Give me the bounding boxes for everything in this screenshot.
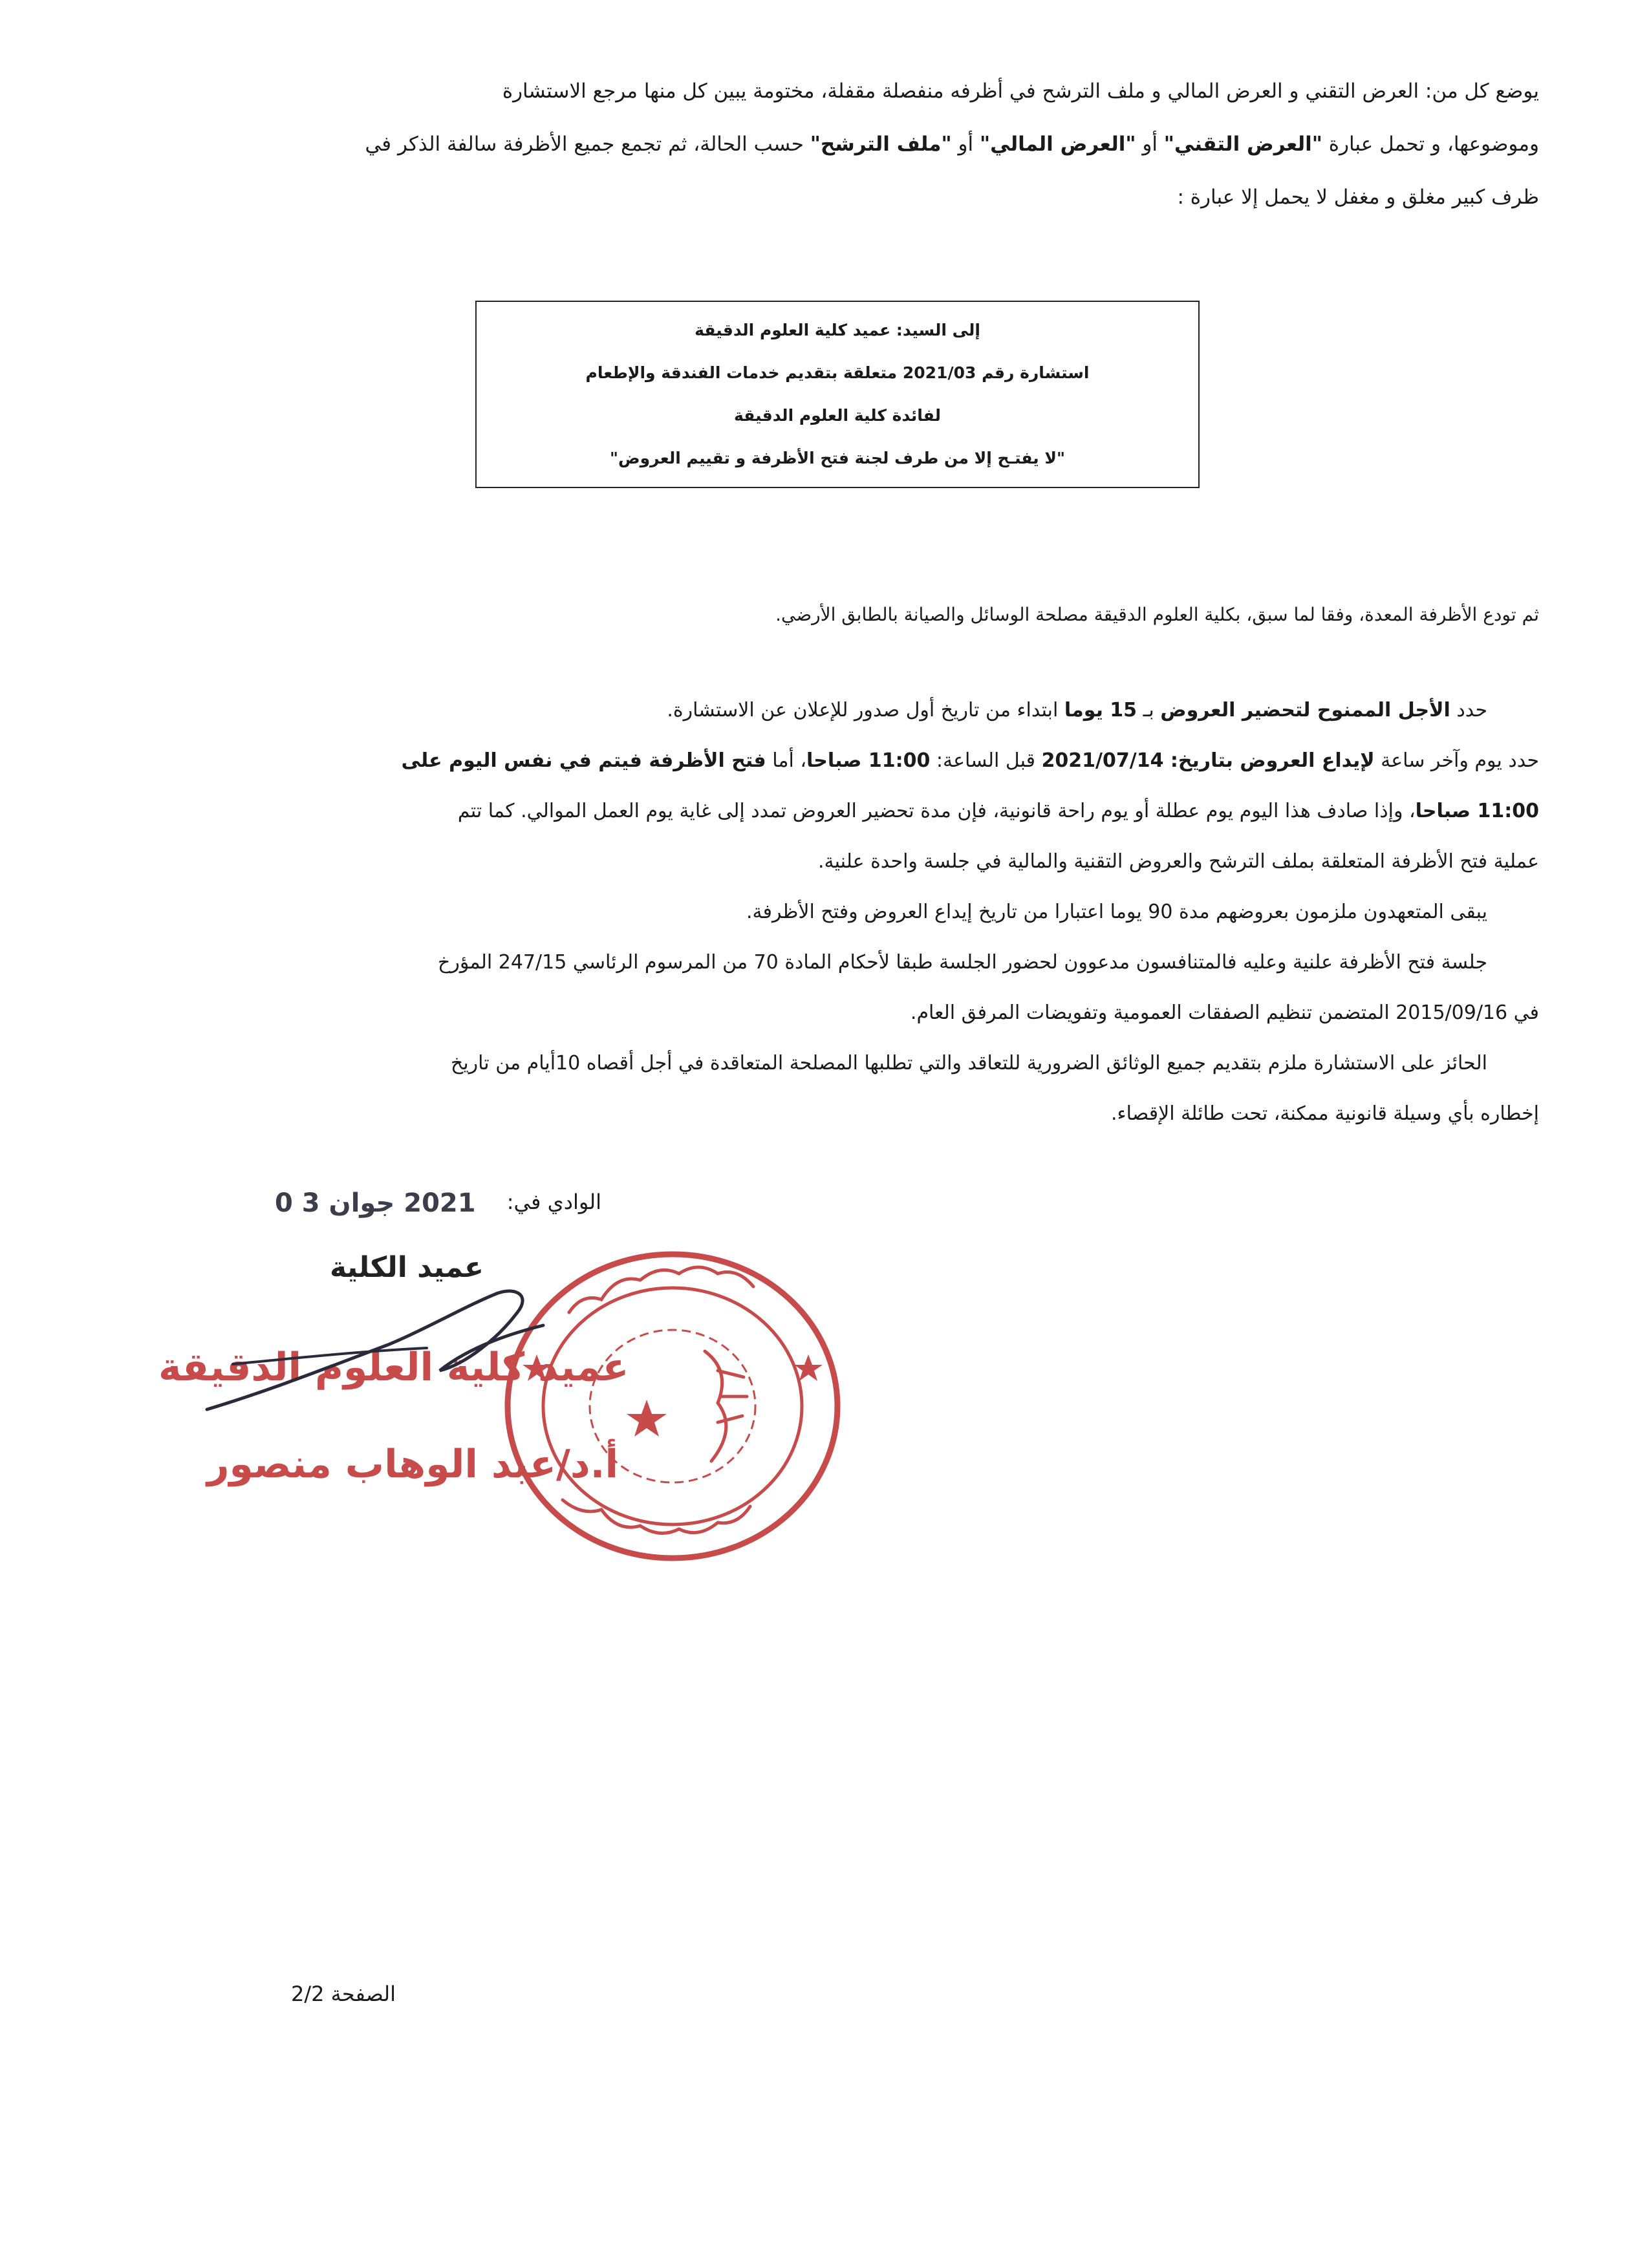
deposit-paragraph: ثم تودع الأظرفة المعدة، وفقا لما سبق، بكلية العلوم الدقيقة مصلحة الوسائل والصيانة بالطابق الأرضي. (775, 604, 1539, 625)
opening-time-line: 11:00 صباحا، وإذا صادف هذا اليوم يوم عطلة أو يوم راحة قانونية، فإن مدة تحضير العروض تمدد إلى غاية يوم العمل الموالي. كما تتم (457, 800, 1539, 822)
last-day-line: حدد يوم وآخر ساعة لإيداع العروض بتاريخ: 2021/07/14 قبل الساعة: 11:00 صباحا، أما فتح الأظرفة فيتم في نفس اليوم على (401, 749, 1539, 772)
validity-line: يبقى المتعهدون ملزمون بعروضهم مدة 90 يوما اعتبارا من تاريخ إيداع العروض وفتح الأظرفة. (746, 901, 1487, 923)
stamp-dean-name: عميد كلية العلوم الدقيقة (158, 1345, 629, 1390)
financial-offer-label: "العرض المالي" (979, 133, 1136, 156)
candidacy-file-label: "ملف الترشح" (810, 133, 952, 156)
intro-line-2a: وموضوعها، و تحمل عبارة (1322, 133, 1539, 156)
date-stamp: 2021 جوان 3 0 (275, 1188, 476, 1218)
page-number: الصفحة 2/2 (291, 1982, 396, 2006)
handwritten-signature-icon (194, 1267, 556, 1435)
single-session-line: عملية فتح الأظرفة المتعلقة بملف الترشح والعروض التقنية والمالية في جلسة واحدة علنية. (817, 850, 1539, 873)
intro-line-1: يوضع كل من: العرض التقني و العرض المالي و ملف الترشح في أظرفه منفصلة مقفلة، مختومة يبين كل منها مرجع الاستشارة (502, 80, 1539, 103)
intro-paragraph (272, 65, 1539, 224)
deadline-line: حدد الأجل الممنوح لتحضير العروض بـ 15 يوما ابتداء من تاريخ أول صدور للإعلان عن الاستشارة. (667, 699, 1487, 722)
envelope-consultation: استشارة رقم 2021/03 متعلقة بتقديم خدمات الفندقة والإطعام (585, 363, 1090, 382)
technical-offer-label: "العرض التقني" (1163, 133, 1322, 156)
winner-line-1: الحائز على الاستشارة ملزم بتقديم جميع الوثائق الضرورية للتعاقد والتي تطلبها المصلحة المتعاقدة في أجل أقصاه 10أيام من تاريخ (450, 1052, 1487, 1075)
intro-line-3: ظرف كبير مغلق و مغفل لا يحمل إلا عبارة : (1177, 186, 1539, 209)
intro-line-2d: حسب الحالة، ثم تجمع جميع الأظرفة سالفة الذكر في (365, 133, 810, 156)
session-line-1: جلسة فتح الأظرفة علنية وعليه فالمتنافسون مدعوون لحضور الجلسة طبقا لأحكام المادة 70 من المرسوم الرئاسي 247/15 المؤرخ (438, 951, 1487, 974)
envelope-addressee: إلى السيد: عميد كلية العلوم الدقيقة (695, 321, 980, 339)
conditions-section (272, 685, 1539, 1139)
intro-line-2b: أو (1136, 133, 1164, 156)
envelope-label-box (475, 301, 1200, 488)
session-line-2: في 2015/09/16 المتضمن تنظيم الصفقات العمومية وتفويضات المرفق العام. (910, 1001, 1539, 1024)
envelope-beneficiary: لفائدة كلية العلوم الدقيقة (734, 406, 941, 425)
envelope-warning: "لا يفتـح إلا من طرف لجنة فتح الأظرفة و تقييم العروض" (609, 449, 1066, 467)
city-date-label: الوادي في: (506, 1190, 601, 1214)
stamp-professor-name: أ.د/عبد الوهاب منصور (207, 1442, 619, 1487)
winner-line-2: إخطاره بأي وسيلة قانونية ممكنة، تحت طائلة الإقصاء. (1110, 1102, 1539, 1125)
intro-line-2c: أو (951, 133, 980, 156)
dean-title: عميد الكلية (330, 1251, 484, 1284)
